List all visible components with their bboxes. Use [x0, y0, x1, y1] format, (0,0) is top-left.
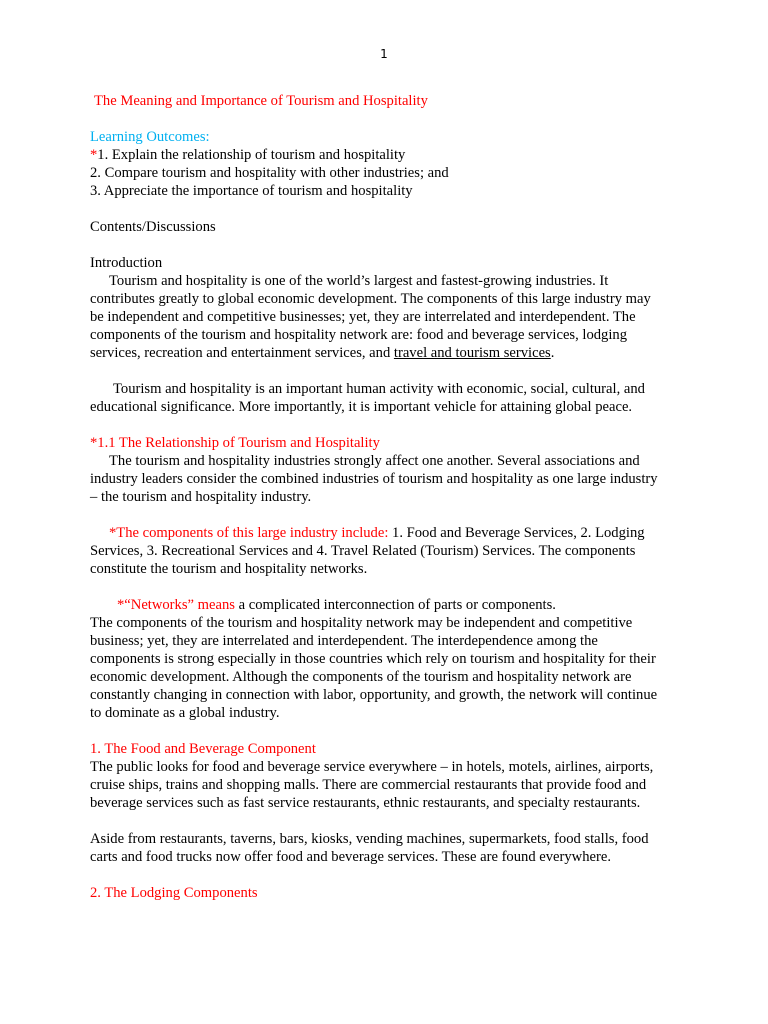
asterisk-marker: * — [90, 147, 98, 163]
section-heading: 1. The Food and Beverage Component — [90, 741, 316, 757]
paragraph-line: Aside from restaurants, taverns, bars, kiosks, vending machines, supermarkets, food stalls, food — [90, 831, 649, 847]
learning-outcome-item: 3. Appreciate the importance of tourism and hospitality — [90, 183, 413, 199]
paragraph-line: contributes greatly to global economic development. The components of this large industry may — [90, 291, 651, 307]
paragraph-line: services, recreation and entertainment services, and travel and tourism services. — [90, 345, 555, 361]
document-title: The Meaning and Importance of Tourism and Hospitality — [94, 93, 428, 109]
paragraph-line: business; yet, they are interrelated and interdependent. The interdependence among the — [90, 633, 598, 649]
paragraph-line: components is strong especially in those countries which rely on tourism and hospitality for their — [90, 651, 656, 667]
paragraph-line: economic development. Although the components of the tourism and hospitality network are — [90, 669, 632, 685]
paragraph-line: Tourism and hospitality is one of the world’s largest and fastest-growing industries. It — [109, 273, 609, 289]
learning-outcomes-heading: Learning Outcomes: — [90, 129, 210, 145]
learning-outcome-item: *1. Explain the relationship of tourism and hospitality — [90, 147, 406, 163]
page-number: 1 — [380, 47, 388, 61]
paragraph-line: industry leaders consider the combined industries of tourism and hospitality as one large industry — [90, 471, 658, 487]
underlined-phrase: travel and tourism services — [393, 345, 551, 361]
paragraph-line: – the tourism and hospitality industry. — [90, 489, 312, 505]
paragraph-line: constantly changing in connection with labor, opportunity, and growth, the network will continue — [90, 687, 658, 703]
highlighted-phrase: *“Networks” means — [117, 597, 235, 613]
paragraph-line: carts and food trucks now offer food and beverage services. These are found everywhere. — [90, 849, 611, 865]
highlighted-phrase: *The components of this large industry include: — [109, 525, 389, 541]
introduction-heading: Introduction — [90, 255, 163, 271]
paragraph-line: The public looks for food and beverage service everywhere – in hotels, motels, airlines, airports, — [90, 759, 654, 775]
paragraph-line: constitute the tourism and hospitality networks. — [90, 561, 368, 577]
paragraph-line: beverage services such as fast service restaurants, ethnic restaurants, and specialty restaurants. — [90, 795, 641, 811]
section-heading: *1.1 The Relationship of Tourism and Hospitality — [90, 435, 380, 451]
paragraph-line: cruise ships, trains and shopping malls. There are commercial restaurants that provide food and — [90, 777, 647, 793]
paragraph-line: be independent and competitive businesses; yet, they are interrelated and interdependent. The — [90, 309, 636, 325]
paragraph-line: Tourism and hospitality is an important human activity with economic, social, cultural, and — [113, 381, 645, 397]
learning-outcome-item: 2. Compare tourism and hospitality with other industries; and — [90, 165, 449, 181]
paragraph-line: The components of the tourism and hospitality network may be independent and competitive — [90, 615, 633, 631]
contents-heading: Contents/Discussions — [90, 219, 216, 235]
paragraph-line: Services, 3. Recreational Services and 4. Travel Related (Tourism) Services. The components — [90, 543, 636, 559]
document-body — [90, 92, 690, 902]
paragraph-line: to dominate as a global industry. — [90, 705, 280, 721]
paragraph-line: The tourism and hospitality industries strongly affect one another. Several associations and — [109, 453, 640, 469]
paragraph-line: educational significance. More importantly, it is important vehicle for attaining global peace. — [90, 399, 633, 415]
paragraph-line: *The components of this large industry include: 1. Food and Beverage Services, 2. Lodging — [109, 525, 645, 541]
paragraph-line: *“Networks” means a complicated interconnection of parts or components. — [117, 597, 556, 613]
section-heading: 2. The Lodging Components — [90, 885, 258, 901]
paragraph-line: components of the tourism and hospitality network are: food and beverage services, lodging — [90, 327, 627, 343]
